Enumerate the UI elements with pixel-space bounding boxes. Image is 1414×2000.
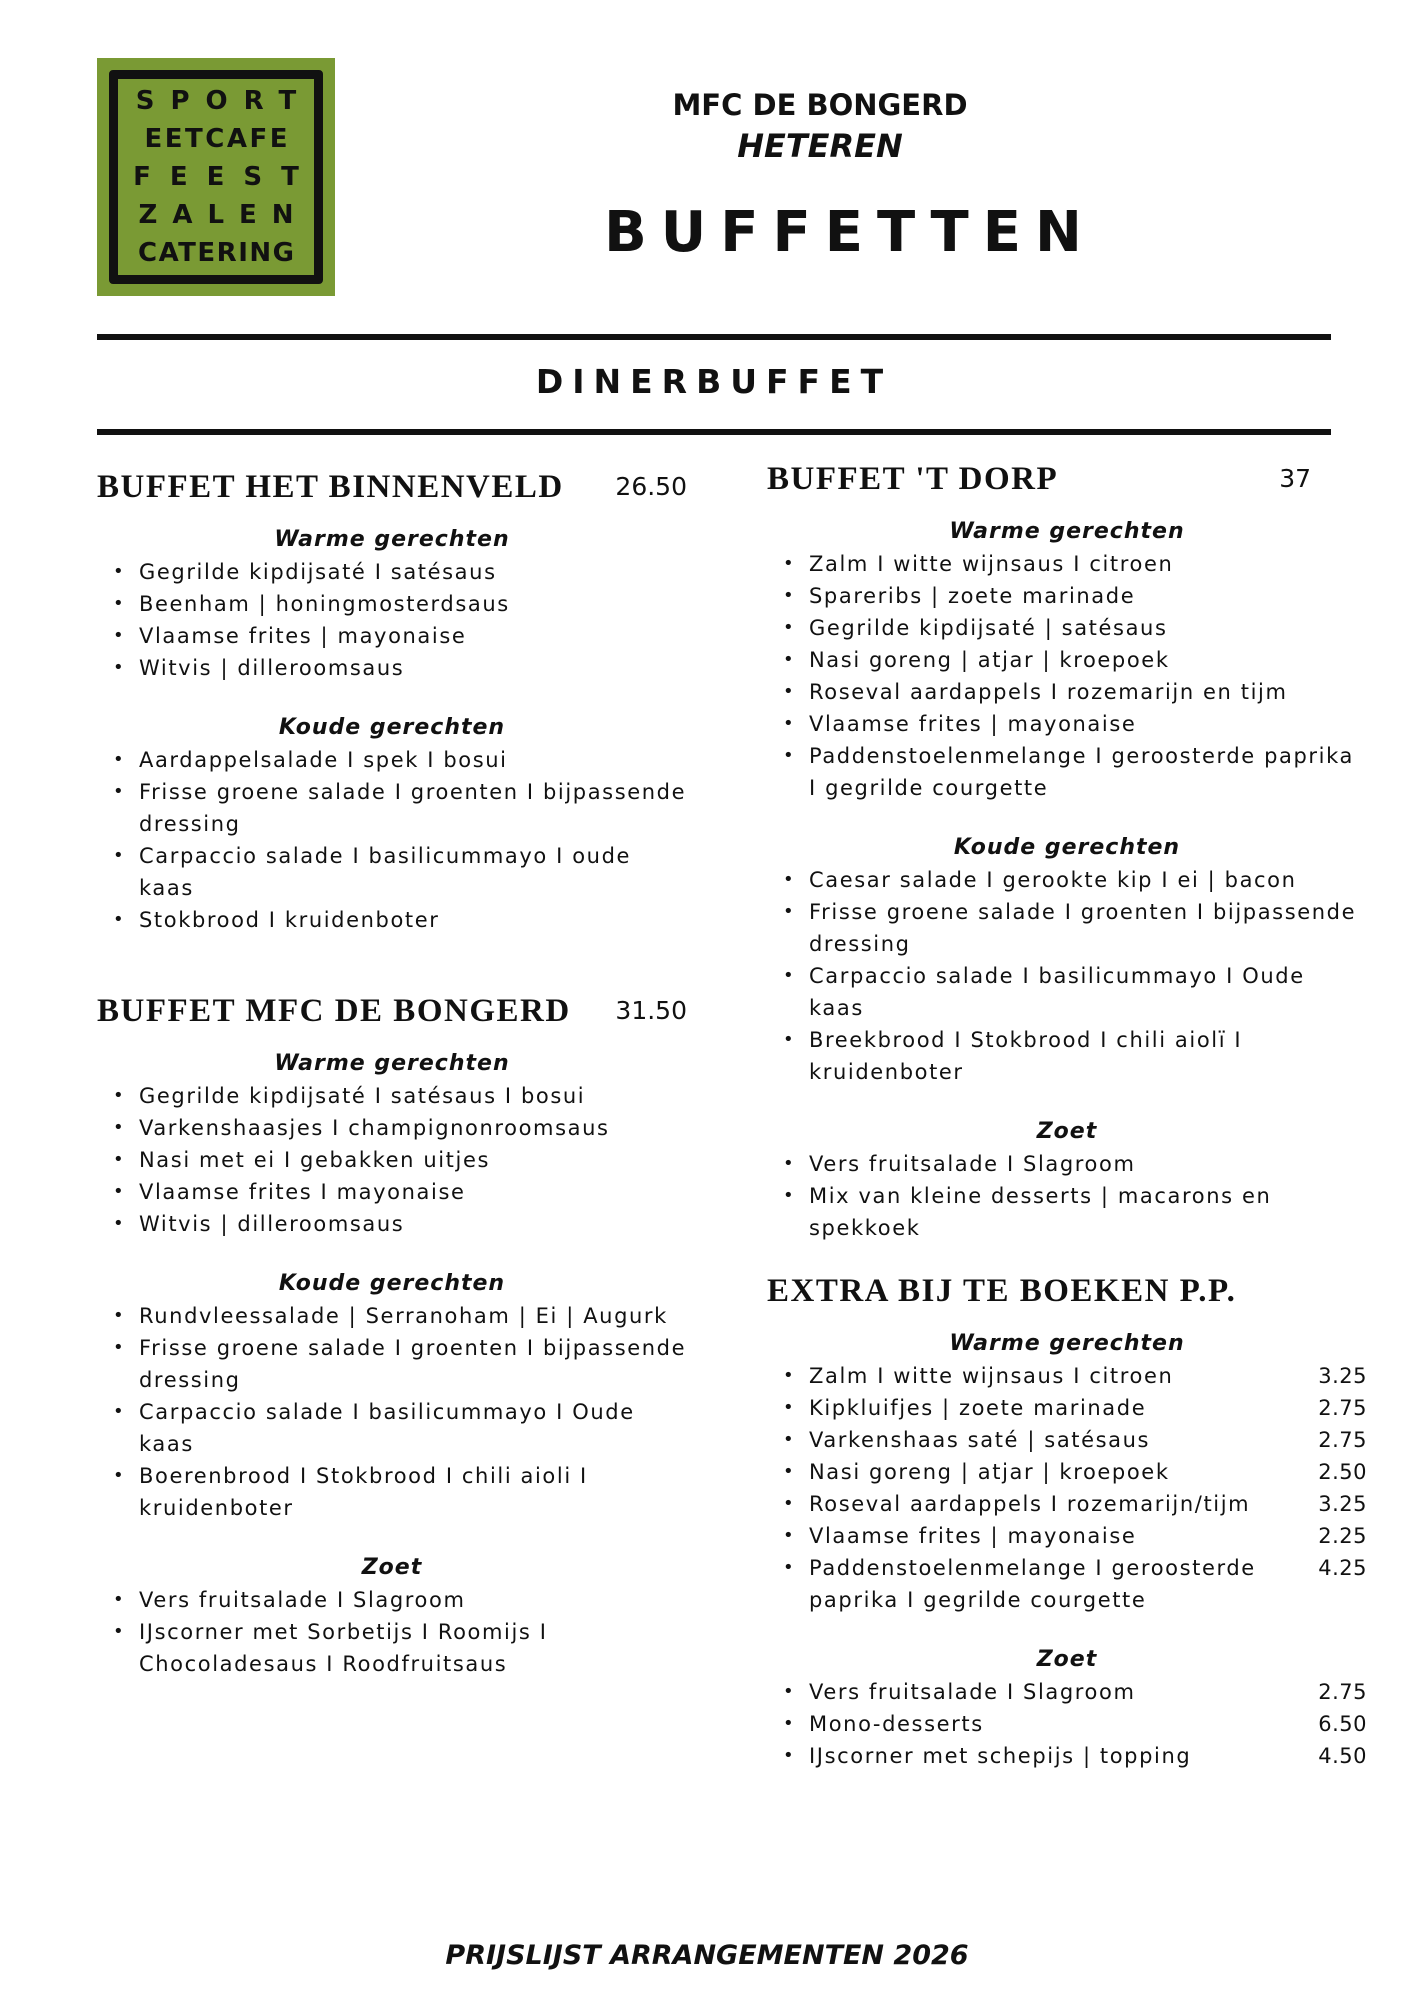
- extra-title: EXTRA BIJ TE BOEKEN P.P.: [767, 1273, 1237, 1309]
- list-item: • Gegrilde kipdijsaté I satésaus: [97, 556, 687, 588]
- item-price: 4.25: [1318, 1556, 1367, 1580]
- priced-item: [767, 1676, 1367, 1708]
- koud-list: [97, 744, 687, 936]
- list-item: • Breekbrood I Stokbrood I chili aiolï I kruidenboter: [767, 1024, 1367, 1088]
- group-title-zoet: Zoet: [1036, 1647, 1098, 1672]
- logo-line-feest: FEEST: [133, 162, 318, 192]
- item-price: 3.25: [1318, 1492, 1367, 1516]
- item-name: • Nasi goreng | atjar | kroepoek: [809, 1460, 1170, 1484]
- buffet-binnenveld: [97, 462, 687, 936]
- town-name: HETEREN: [737, 127, 903, 165]
- logo-line-catering: CATERING: [138, 238, 296, 268]
- item-name: • Paddenstoelenmelange I geroosterde paprika I gegrilde courgette: [809, 1556, 1256, 1612]
- item-name: • Vlaamse frites | mayonaise: [809, 1524, 1137, 1548]
- item-name: • Varkenshaas saté | satésaus: [809, 1428, 1151, 1452]
- list-item: • Nasi goreng | atjar | kroepoek: [767, 644, 1367, 676]
- item-name: • Vers fruitsalade I Slagroom: [809, 1680, 1136, 1704]
- logo-frame: [109, 70, 323, 284]
- list-item: • Carpaccio salade I basilicummayo I Oude kaas: [97, 1396, 687, 1460]
- extra-warm-list: [767, 1360, 1367, 1616]
- group-title-koud: Koude gerechten: [278, 715, 506, 740]
- group-title-koud: Koude gerechten: [953, 835, 1181, 860]
- group-title-zoet: Zoet: [1036, 1119, 1098, 1144]
- item-price: 4.50: [1318, 1744, 1367, 1768]
- koud-list: [767, 864, 1367, 1088]
- group-title-koud: Koude gerechten: [278, 1271, 506, 1296]
- item-price: 2.25: [1318, 1524, 1367, 1548]
- extra-zoet-list: [767, 1676, 1367, 1772]
- list-item: • Carpaccio salade I basilicummayo I Oude kaas: [767, 960, 1367, 1024]
- group-title-warm: Warme gerechten: [274, 1051, 510, 1076]
- buffet-price: 26.50: [615, 472, 687, 501]
- logo-line-eetcafe: EETCAFE: [144, 124, 290, 154]
- buffet-header: [767, 454, 1367, 512]
- list-item: • Aardappelsalade I spek I bosui: [97, 744, 687, 776]
- list-item: • Beenham | honingmosterdsaus: [97, 588, 687, 620]
- club-name: MFC DE BONGERD: [672, 88, 968, 122]
- item-price: 6.50: [1318, 1712, 1367, 1736]
- warm-list: [97, 1080, 687, 1240]
- priced-item: [767, 1360, 1367, 1392]
- group-title-warm: Warme gerechten: [949, 1331, 1185, 1356]
- top-divider: [97, 334, 1331, 340]
- list-item: • Carpaccio salade I basilicummayo I oude kaas: [97, 840, 687, 904]
- zoet-list: [767, 1148, 1367, 1244]
- zoet-list: [97, 1584, 687, 1680]
- extra-header: [767, 1266, 1367, 1324]
- list-item: • Roseval aardappels I rozemarijn en tijm: [767, 676, 1367, 708]
- footer-title: PRIJSLIJST ARRANGEMENTEN 2026: [445, 1940, 969, 1971]
- list-item: • Witvis | dilleroomsaus: [97, 1208, 687, 1240]
- item-price: 2.75: [1318, 1680, 1367, 1704]
- buffet-header: [97, 462, 687, 520]
- right-column: [767, 454, 1367, 1772]
- item-name: • Zalm I witte wijnsaus I citroen: [809, 1364, 1174, 1388]
- item-name: • Mono-desserts: [809, 1712, 984, 1736]
- bottom-divider: [97, 429, 1331, 435]
- list-item: • Caesar salade I gerookte kip I ei | bacon: [767, 864, 1367, 896]
- list-item: • Vers fruitsalade I Slagroom: [97, 1584, 687, 1616]
- item-name: • Kipkluifjes | zoete marinade: [809, 1396, 1147, 1420]
- list-item: • Spareribs | zoete marinade: [767, 580, 1367, 612]
- priced-item: [767, 1456, 1367, 1488]
- logo: [97, 58, 335, 296]
- buffet-title: BUFFET HET BINNENVELD: [97, 469, 564, 505]
- buffet-price: 37: [1279, 464, 1311, 493]
- item-name: • Roseval aardappels I rozemarijn/tijm: [809, 1492, 1251, 1516]
- list-item: • Varkenshaasjes I champignonroomsaus: [97, 1112, 687, 1144]
- buffet-bongerd: [97, 986, 687, 1680]
- item-price: 2.75: [1318, 1428, 1367, 1452]
- item-price: 2.50: [1318, 1460, 1367, 1484]
- buffet-price: 31.50: [615, 996, 687, 1025]
- warm-list: [767, 548, 1367, 804]
- priced-item: [767, 1552, 1367, 1616]
- list-item: • Gegrilde kipdijsaté I satésaus I bosui: [97, 1080, 687, 1112]
- list-item: • Paddenstoelenmelange I geroosterde paprika I gegrilde courgette: [767, 740, 1367, 804]
- buffet-header: [97, 986, 687, 1044]
- item-price: 2.75: [1318, 1396, 1367, 1420]
- list-item: • IJscorner met Sorbetijs I Roomijs I Chocoladesaus I Roodfruitsaus: [97, 1616, 687, 1680]
- item-name: • IJscorner met schepijs | topping: [809, 1744, 1192, 1768]
- warm-list: [97, 556, 687, 684]
- list-item: • Vlaamse frites I mayonaise: [97, 1176, 687, 1208]
- group-title-warm: Warme gerechten: [274, 527, 510, 552]
- list-item: • Rundvleessalade | Serranoham | Ei | Augurk: [97, 1300, 687, 1332]
- section-title: DINERBUFFET: [535, 362, 893, 401]
- list-item: • Boerenbrood I Stokbrood I chili aioli I kruidenboter: [97, 1460, 687, 1524]
- list-item: • Vlaamse frites | mayonaise: [97, 620, 687, 652]
- item-price: 3.25: [1318, 1364, 1367, 1388]
- list-item: • Nasi met ei I gebakken uitjes: [97, 1144, 687, 1176]
- group-title-zoet: Zoet: [361, 1555, 423, 1580]
- priced-item: [767, 1520, 1367, 1552]
- list-item: • Vers fruitsalade I Slagroom: [767, 1148, 1367, 1180]
- buffet-title: BUFFET 'T DORP: [767, 461, 1059, 497]
- list-item: • Frisse groene salade I groenten I bijpassende dressing: [767, 896, 1367, 960]
- koud-list: [97, 1300, 687, 1524]
- list-item: • Witvis | dilleroomsaus: [97, 652, 687, 684]
- logo-line-sport: SPORT: [135, 86, 313, 116]
- group-title-warm: Warme gerechten: [949, 519, 1185, 544]
- list-item: • Gegrilde kipdijsaté | satésaus: [767, 612, 1367, 644]
- priced-item: [767, 1740, 1367, 1772]
- list-item: • Frisse groene salade I groenten I bijpassende dressing: [97, 776, 687, 840]
- page-title: BUFFETTEN: [604, 200, 1096, 265]
- list-item: • Stokbrood I kruidenboter: [97, 904, 687, 936]
- priced-item: [767, 1488, 1367, 1520]
- list-item: • Vlaamse frites | mayonaise: [767, 708, 1367, 740]
- extra-options: [767, 1266, 1367, 1772]
- priced-item: [767, 1392, 1367, 1424]
- buffet-dorp: [767, 454, 1367, 1244]
- left-column: [97, 462, 687, 1680]
- logo-line-zalen: ZALEN: [138, 200, 309, 230]
- list-item: • Mix van kleine desserts | macarons en spekkoek: [767, 1180, 1367, 1244]
- list-item: • Zalm I witte wijnsaus I citroen: [767, 548, 1367, 580]
- list-item: • Frisse groene salade I groenten I bijpassende dressing: [97, 1332, 687, 1396]
- priced-item: [767, 1708, 1367, 1740]
- priced-item: [767, 1424, 1367, 1456]
- buffet-title: BUFFET MFC DE BONGERD: [97, 993, 571, 1029]
